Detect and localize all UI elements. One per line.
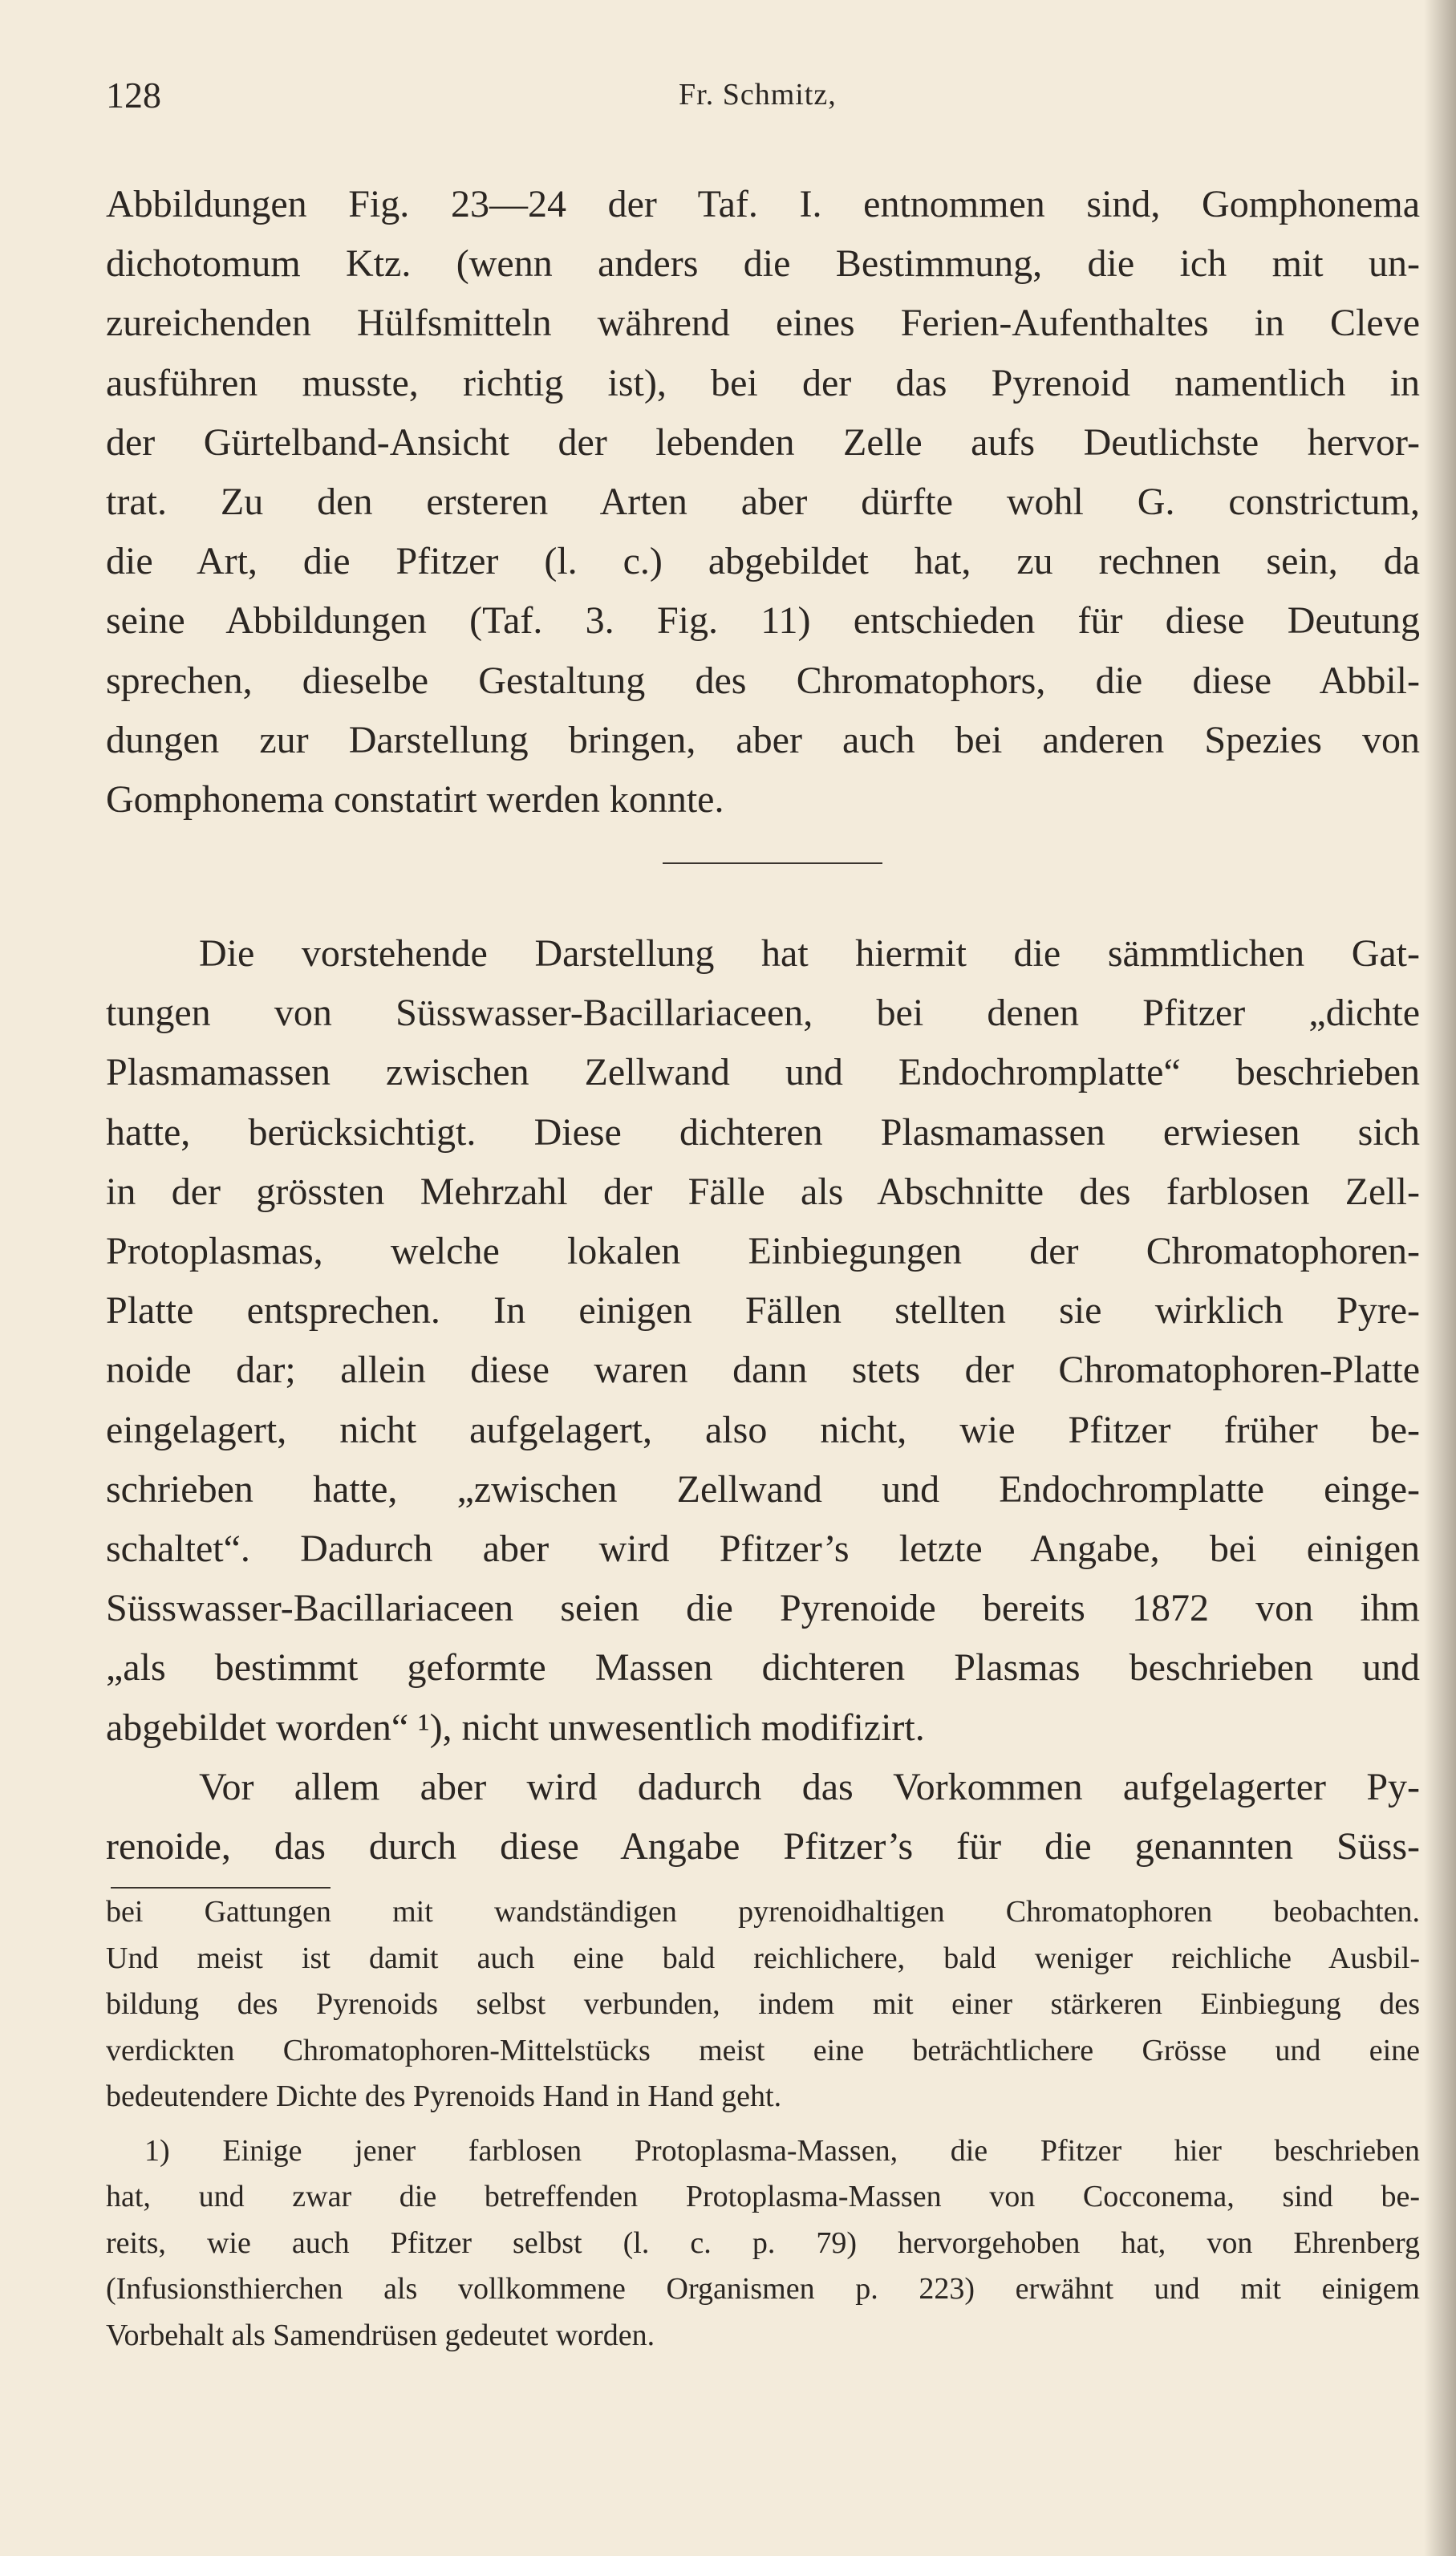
footnote-line: reits, wie auch Pfitzer selbst (l. c. p. 79) hervorgehoben hat, von Ehrenberg [106,2225,1420,2260]
footnote-line: Und meist ist damit auch eine bald reichlichere, bald weniger reichliche Ausbil- [106,1941,1420,1975]
section-divider [663,862,882,864]
text-line: dungen zur Darstellung bringen, aber auch bei anderen Spezies von [106,718,1420,761]
footnote-line: 1) Einige jener farblosen Protoplasma-Massen, die Pfitzer hier beschrieben [144,2133,1420,2168]
text-line: renoide, das durch diese Angabe Pfitzer’s für die genannten Süss- [106,1824,1420,1868]
text-line: der Gürtelband-Ansicht der lebenden Zelle aufs Deutlichste hervor- [106,420,1420,464]
paragraph-2 [106,924,1420,1758]
text-line: abgebildet worden“ ¹), nicht unwesentlich modifizirt. [106,1706,925,1749]
footnote-1 [106,2128,1420,2359]
page-number: 128 [106,75,161,116]
footnote-continued [106,1889,1420,2120]
footnote-line: verdickten Chromatophoren-Mittelstücks meist eine beträchtlichere Grösse und eine [106,2033,1420,2067]
main-text [106,175,1420,1876]
paragraph-3 [106,1758,1420,1876]
text-line: Abbildungen Fig. 23—24 der Taf. I. entnommen sind, Gomphonema [106,183,1420,225]
running-head: Fr. Schmitz, [679,78,837,112]
page-edge-shadow [1424,0,1456,2556]
text-line: ausführen musste, richtig ist), bei der das Pyrenoid namentlich in [106,361,1420,404]
section-gap [106,830,1420,924]
text-line: schaltet“. Dadurch aber wird Pfitzer’s letzte Angabe, bei einigen [106,1527,1420,1570]
footnote-gap [106,2120,1420,2128]
footnote-line: (Infusionsthierchen als vollkommene Organismen p. 223) erwähnt und mit einigem [106,2272,1420,2306]
text-line: dichotomum Ktz. (wenn anders die Bestimmung, die ich mit un- [106,242,1420,286]
text-line: tungen von Süsswasser-Bacillariaceen, bei denen Pfitzer „dichte [106,992,1420,1035]
text-line: schrieben hatte, „zwischen Zellwand und Endochromplatte einge- [106,1467,1420,1511]
text-line: „als bestimmt geformte Massen dichteren Plasmas beschrieben und [106,1646,1420,1690]
text-line: Vor allem aber wird dadurch das Vorkommen aufgelagerter Py- [199,1765,1420,1808]
page-header [106,74,1422,122]
text-line: Die vorstehende Darstellung hat hiermit die sämmtlichen Gat- [199,932,1420,976]
text-line: Plasmamassen zwischen Zellwand und Endochromplatte“ beschrieben [106,1051,1420,1094]
footnote-line: Vorbehalt als Samendrüsen gedeutet worden. [106,2318,655,2352]
text-line: noide dar; allein diese waren dann stets der Chromatophoren-Platte [106,1349,1420,1392]
text-line: Süsswasser-Bacillariaceen seien die Pyrenoide bereits 1872 von ihm [106,1587,1420,1630]
footnote-rule [111,1887,331,1889]
text-line: Protoplasmas, welche lokalen Einbiegungen der Chromatophoren- [106,1230,1420,1272]
text-line: hatte, berücksichtigt. Diese dichteren Plasmamassen erwiesen sich [106,1110,1420,1154]
text-line: Platte entsprechen. In einigen Fällen stellten sie wirklich Pyre- [106,1289,1420,1333]
text-line: sprechen, dieselbe Gestaltung des Chromatophors, die diese Abbil- [106,659,1420,702]
text-line: in der grössten Mehrzahl der Fälle als Abschnitte des farblosen Zell- [106,1170,1420,1213]
paragraph-1 [106,175,1420,830]
text-line: eingelagert, nicht aufgelagert, also nicht, wie Pfitzer früher be- [106,1408,1420,1451]
footnotes [106,1889,1420,2359]
text-line: die Art, die Pfitzer (l. c.) abgebildet hat, zu rechnen sein, da [106,540,1420,583]
footnote-line: hat, und zwar die betreffenden Protoplasma-Massen von Cocconema, sind be- [106,2180,1420,2213]
footnote-line: bedeutendere Dichte des Pyrenoids Hand in Hand geht. [106,2079,782,2113]
footnote-line: bildung des Pyrenoids selbst verbunden, indem mit einer stärkeren Einbiegung des [106,1987,1420,2021]
text-line: zureichenden Hülfsmitteln während eines Ferien-Aufenthaltes in Cleve [106,302,1420,345]
text-line: Gomphonema constatirt werden konnte. [106,777,724,821]
footnote-line: bei Gattungen mit wandständigen pyrenoidhaltigen Chromatophoren beobachten. [106,1895,1420,1929]
text-line: seine Abbildungen (Taf. 3. Fig. 11) entschieden für diese Deutung [106,599,1420,643]
text-line: trat. Zu den ersteren Arten aber dürfte wohl G. constrictum, [106,480,1420,523]
